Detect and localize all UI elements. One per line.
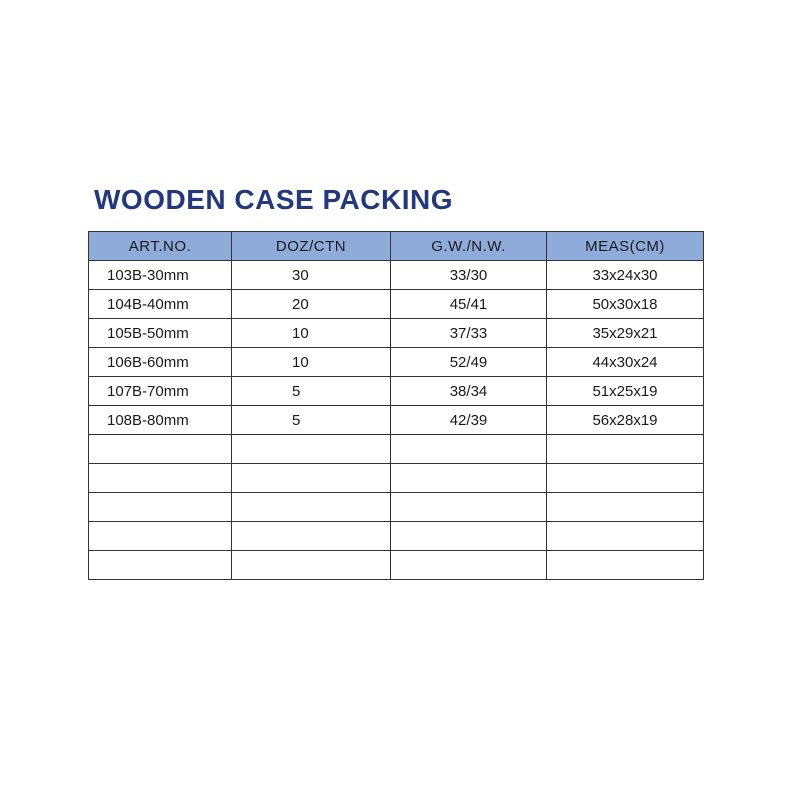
doz-ctn-cell: 10: [232, 348, 391, 377]
gw-nw-cell: [391, 493, 547, 522]
meas-cell: 50x30x18: [547, 290, 704, 319]
doz-ctn-cell: [232, 493, 391, 522]
doz-ctn-cell: 20: [232, 290, 391, 319]
page-title: WOODEN CASE PACKING: [94, 184, 453, 215]
art-no-cell: 105B-50mm: [89, 319, 232, 348]
table-row: [89, 319, 704, 348]
header-doz-ctn: DOZ/CTN: [232, 232, 391, 261]
table-row: [89, 377, 704, 406]
gw-nw-cell: 33/30: [391, 261, 547, 290]
gw-nw-cell: 52/49: [391, 348, 547, 377]
gw-nw-cell: 37/33: [391, 319, 547, 348]
doz-ctn-cell: [232, 435, 391, 464]
table-header: [89, 232, 704, 261]
gw-nw-cell: [391, 464, 547, 493]
art-no-cell: [89, 522, 232, 551]
gw-nw-cell: [391, 435, 547, 464]
header-art-no: ART.NO.: [89, 232, 232, 261]
header-meas: MEAS(CM): [547, 232, 704, 261]
table-row: [89, 261, 704, 290]
table-row: [89, 493, 704, 522]
gw-nw-cell: [391, 551, 547, 580]
table-row: [89, 551, 704, 580]
art-no-cell: [89, 435, 232, 464]
meas-cell: 51x25x19: [547, 377, 704, 406]
meas-cell: 35x29x21: [547, 319, 704, 348]
meas-cell: 56x28x19: [547, 406, 704, 435]
art-no-cell: 103B-30mm: [89, 261, 232, 290]
art-no-cell: 106B-60mm: [89, 348, 232, 377]
table-row: [89, 464, 704, 493]
table-body: [89, 261, 704, 580]
meas-cell: [547, 464, 704, 493]
gw-nw-cell: 42/39: [391, 406, 547, 435]
art-no-cell: 108B-80mm: [89, 406, 232, 435]
gw-nw-cell: 45/41: [391, 290, 547, 319]
doz-ctn-cell: 30: [232, 261, 391, 290]
art-no-cell: 104B-40mm: [89, 290, 232, 319]
doz-ctn-cell: 5: [232, 406, 391, 435]
meas-cell: 44x30x24: [547, 348, 704, 377]
header-row: [89, 232, 704, 261]
meas-cell: [547, 522, 704, 551]
art-no-cell: [89, 551, 232, 580]
meas-cell: 33x24x30: [547, 261, 704, 290]
doz-ctn-cell: 5: [232, 377, 391, 406]
meas-cell: [547, 551, 704, 580]
table-row: [89, 435, 704, 464]
gw-nw-cell: 38/34: [391, 377, 547, 406]
meas-cell: [547, 435, 704, 464]
doz-ctn-cell: [232, 551, 391, 580]
header-gw-nw: G.W./N.W.: [391, 232, 547, 261]
doz-ctn-cell: 10: [232, 319, 391, 348]
packing-table: [88, 231, 704, 580]
gw-nw-cell: [391, 522, 547, 551]
doz-ctn-cell: [232, 464, 391, 493]
table-row: [89, 348, 704, 377]
meas-cell: [547, 493, 704, 522]
table-row: [89, 406, 704, 435]
doz-ctn-cell: [232, 522, 391, 551]
art-no-cell: 107B-70mm: [89, 377, 232, 406]
art-no-cell: [89, 464, 232, 493]
table-row: [89, 522, 704, 551]
art-no-cell: [89, 493, 232, 522]
table-row: [89, 290, 704, 319]
